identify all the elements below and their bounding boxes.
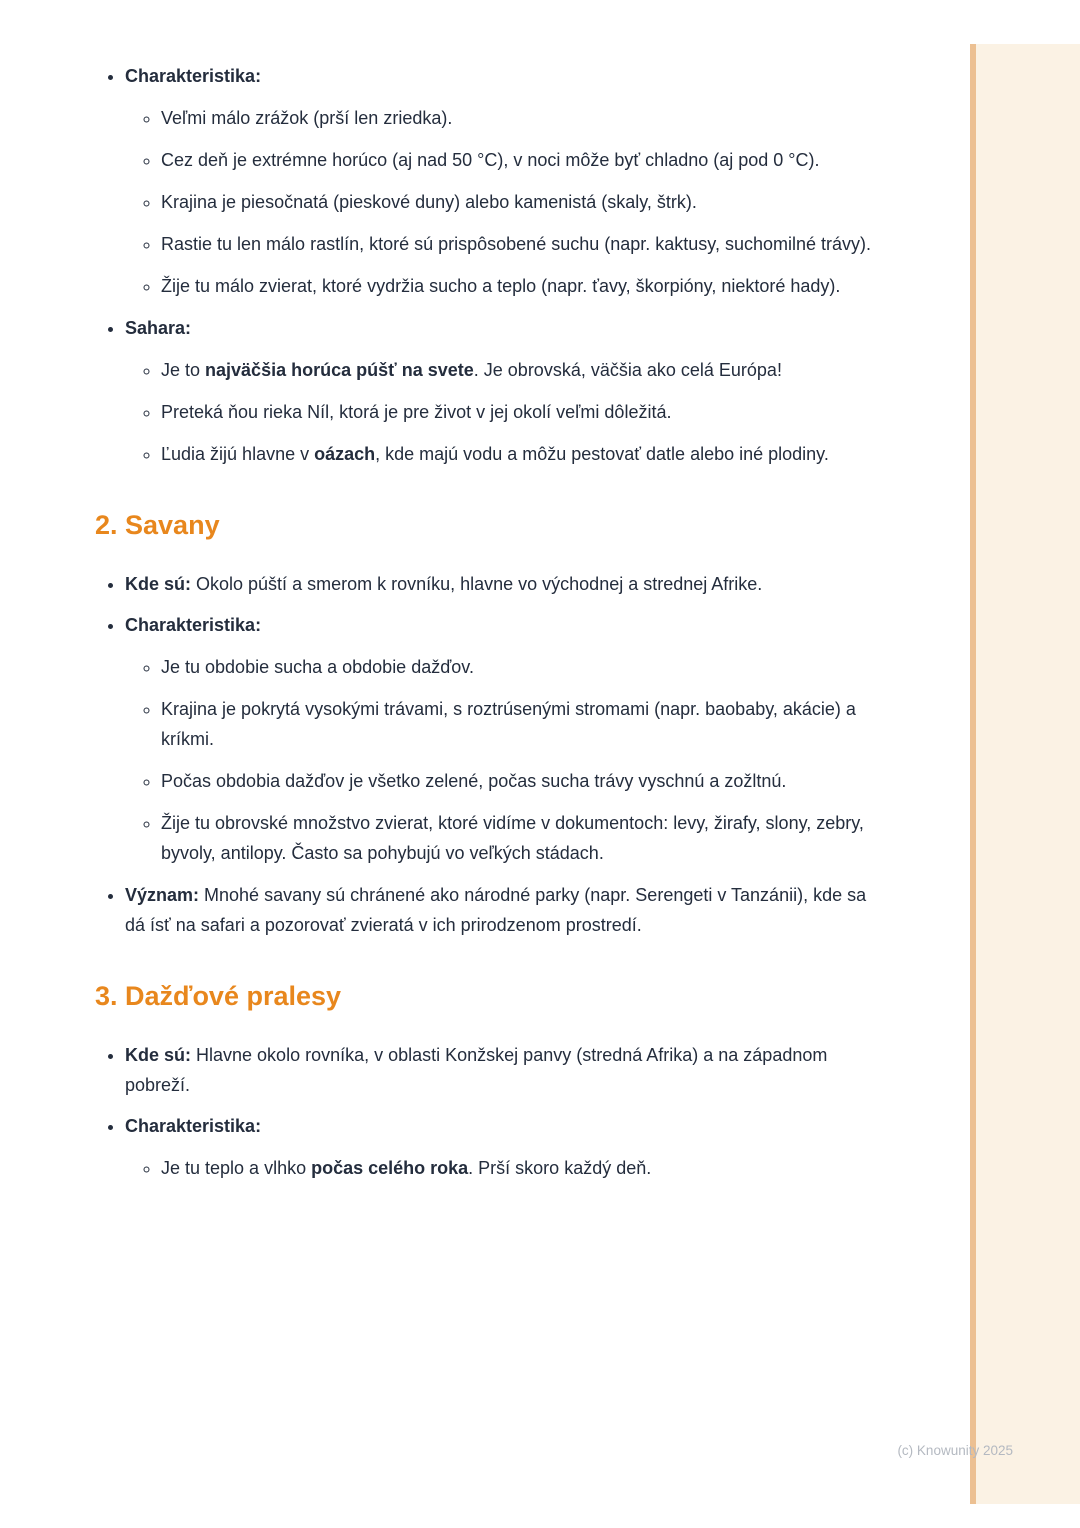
text-segment: Preteká ňou rieka Níl, ktorá je pre život v jej okolí veľmi dôležitá. [161, 402, 672, 422]
section-heading: 3. Dažďové pralesy [95, 981, 342, 1011]
list-item-text [125, 615, 261, 635]
list-item-text [161, 657, 474, 677]
text-segment: . Prší skoro každý deň. [468, 1158, 652, 1178]
text-segment: Okolo púští a smerom k rovníku, hlavne vo východnej a strednej Afrike. [191, 574, 763, 594]
list-item-text [161, 276, 840, 296]
list-item [125, 1040, 875, 1100]
bold-text-segment: Kde sú: [125, 574, 192, 594]
sub-list-item [161, 397, 875, 427]
watermark: (c) Knowunity 2025 [897, 1443, 1013, 1458]
bold-text-segment: počas celého roka [311, 1158, 469, 1178]
list-item-text [125, 66, 261, 86]
text-segment: , kde majú vodu a môžu pestovať datle alebo iné plodiny. [375, 444, 829, 464]
list-item-text [161, 444, 829, 464]
list-item-text [125, 574, 762, 594]
text-segment: Mnohé savany sú chránené ako národné parky (napr. Serengeti v Tanzánii), kde sa dá ísť na safari a pozorovať zvieratá v ich prirodzenom prostredí. [125, 885, 867, 935]
text-segment: Rastie tu len málo rastlín, ktoré sú prispôsobené suchu (napr. kaktusy, suchomilné trávy). [161, 234, 871, 254]
bullet-list [95, 1040, 875, 1183]
sub-list [125, 652, 875, 868]
side-accent-line [970, 44, 976, 1504]
list-item [125, 1111, 875, 1183]
text-segment: Počas obdobia dažďov je všetko zelené, počas sucha trávy vyschnú a zožltnú. [161, 771, 787, 791]
list-item-text [161, 360, 782, 380]
sub-list-item [161, 271, 875, 301]
list-item-text [161, 108, 452, 128]
content-area [95, 50, 875, 1195]
list-item [125, 313, 875, 469]
bold-text-segment: najväčšia horúca púšť na svete [205, 360, 474, 380]
list-item-text [125, 318, 191, 338]
text-segment: Veľmi málo zrážok (prší len zriedka). [161, 108, 453, 128]
sub-list-item [161, 187, 875, 217]
list-item [125, 610, 875, 868]
list-item-text [161, 150, 819, 170]
list-item [125, 880, 875, 940]
list-item-text [161, 771, 786, 791]
side-strip [976, 44, 1080, 1504]
list-item-text [161, 402, 671, 422]
text-segment: Ľudia žijú hlavne v [161, 444, 315, 464]
sub-list [125, 1153, 875, 1183]
section-heading: 2. Savany [95, 510, 220, 540]
text-segment: Cez deň je extrémne horúco (aj nad 50 °C), v noci môže byť chladno (aj pod 0 °C). [161, 150, 820, 170]
bold-text-segment: Charakteristika: [125, 1116, 262, 1136]
text-segment: Krajina je pokrytá vysokými trávami, s roztrúsenými stromami (napr. baobaby, akácie) a kríkmi. [161, 699, 856, 749]
sub-list-item [161, 766, 875, 796]
text-segment: Žije tu málo zvierat, ktoré vydržia sucho a teplo (napr. ťavy, škorpióny, niektoré hady). [161, 276, 841, 296]
sub-list-item [161, 145, 875, 175]
list-item-text [125, 885, 866, 935]
sub-list [125, 103, 875, 301]
text-segment: Je tu obdobie sucha a obdobie dažďov. [161, 657, 474, 677]
list-item-text [161, 1158, 651, 1178]
sub-list-item [161, 694, 875, 754]
sub-list-item [161, 229, 875, 259]
text-segment: Hlavne okolo rovníka, v oblasti Konžskej panvy (stredná Afrika) a na západnom pobreží. [125, 1045, 828, 1095]
bold-text-segment: Kde sú: [125, 1045, 192, 1065]
list-item-text [161, 813, 864, 863]
sub-list-item [161, 439, 875, 469]
list-item [125, 61, 875, 301]
list-item-text [161, 234, 871, 254]
bold-text-segment: Význam: [125, 885, 200, 905]
bold-text-segment: Sahara: [125, 318, 192, 338]
list-item-text [161, 192, 697, 212]
list-item-text [161, 699, 856, 749]
sub-list [125, 355, 875, 469]
sub-list-item [161, 652, 875, 682]
bold-text-segment: oázach [314, 444, 376, 464]
bullet-list [95, 61, 875, 469]
sub-list-item [161, 355, 875, 385]
list-item-text [125, 1045, 827, 1095]
text-segment: Krajina je piesočnatá (pieskové duny) alebo kamenistá (skaly, štrk). [161, 192, 697, 212]
sub-list-item [161, 1153, 875, 1183]
sub-list-item [161, 103, 875, 133]
text-segment: Je to [161, 360, 206, 380]
text-segment: . Je obrovská, väčšia ako celá Európa! [473, 360, 782, 380]
list-item-text [125, 1116, 261, 1136]
bullet-list [95, 569, 875, 940]
bold-text-segment: Charakteristika: [125, 615, 262, 635]
sub-list-item [161, 808, 875, 868]
text-segment: Žije tu obrovské množstvo zvierat, ktoré vidíme v dokumentoch: levy, žirafy, slony, zebry, byvoly, antilopy. Často sa pohybujú vo veľkých stádach. [161, 813, 864, 863]
list-item [125, 569, 875, 599]
bold-text-segment: Charakteristika: [125, 66, 262, 86]
text-segment: Je tu teplo a vlhko [161, 1158, 312, 1178]
